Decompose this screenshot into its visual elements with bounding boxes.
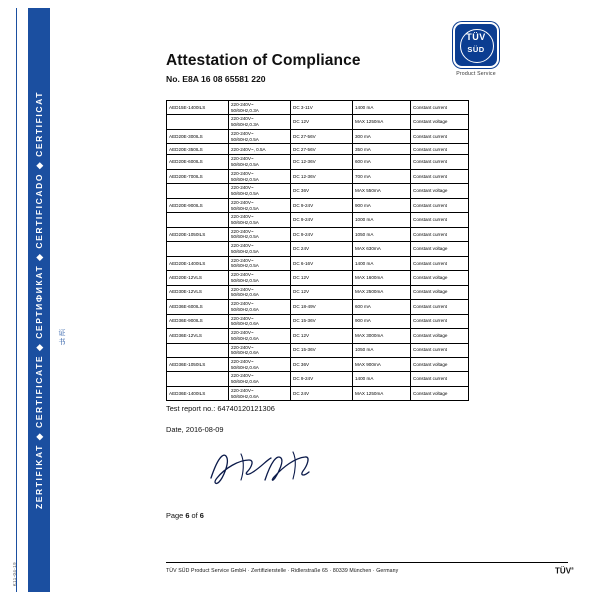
table-row (167, 213, 469, 227)
cell-output-voltage: DC 24V (291, 386, 353, 400)
table-row (167, 115, 469, 129)
cell-input-line2: 50/60Hz,0.6A (231, 350, 259, 356)
cell-input (229, 285, 291, 299)
cell-model (167, 213, 229, 227)
document-number-value: E8A 16 08 65581 220 (182, 74, 266, 84)
cell-output-voltage: DC 12V (291, 271, 353, 285)
cell-model: AED20E-1400ILS (167, 256, 229, 270)
cell-input-line1: 220-240V~ (231, 116, 254, 122)
left-border-line (16, 8, 17, 592)
footer-tuv-text: TÜV (555, 566, 572, 576)
cell-input-line1: 220-240V~ (231, 272, 254, 278)
cell-mode: Constant voltage (411, 285, 469, 299)
cell-model (167, 343, 229, 357)
signature-image (205, 448, 325, 492)
cell-model: AED20E-900ILS (167, 198, 229, 212)
cell-input (229, 329, 291, 343)
cell-output-current: 1000 mA (353, 213, 411, 227)
side-cjk-label: 证书 (58, 330, 66, 346)
cell-mode: Constant current (411, 101, 469, 115)
cell-input (229, 129, 291, 143)
table-row (167, 343, 469, 357)
cell-input-line2: 50/60Hz,0.6A (231, 364, 259, 370)
tuv-logo-bottom-text: SÜD (467, 45, 485, 54)
cell-output-current: MAX 630mA (353, 242, 411, 256)
table-row (167, 300, 469, 314)
cell-output-current: MAX 1250mA (353, 386, 411, 400)
cell-output-voltage: DC 15-36V (291, 314, 353, 328)
cell-output-current: 1400 mA (353, 372, 411, 386)
cell-input (229, 169, 291, 183)
cell-model: AED36E-900ILS (167, 314, 229, 328)
cell-input-line1: 220-240V~ (231, 344, 254, 350)
cell-output-voltage: DC 3-11V (291, 101, 353, 115)
cell-input (229, 372, 291, 386)
cell-input-line2: 50/60Hz,0.6A (231, 335, 259, 341)
cell-output-current: 1400 mA (353, 256, 411, 270)
cell-mode: Constant voltage (411, 115, 469, 129)
table-row (167, 101, 469, 115)
cell-output-current: 1050 mA (353, 343, 411, 357)
cell-output-voltage: DC 12V (291, 285, 353, 299)
cell-model: AED20E-600ILS (167, 155, 229, 169)
cell-output-voltage: DC 9-24V (291, 372, 353, 386)
footer-divider (166, 562, 568, 563)
cell-input (229, 213, 291, 227)
cell-input (229, 386, 291, 400)
issue-date: Date, 2016-08-09 (166, 425, 224, 434)
cell-output-current: 300 mA (353, 129, 411, 143)
cell-mode: Constant voltage (411, 386, 469, 400)
cell-input-line2: 50/60Hz,0.6A (231, 292, 259, 298)
cell-mode: Constant voltage (411, 242, 469, 256)
cell-input (229, 242, 291, 256)
table-row (167, 357, 469, 371)
cell-model: AED36E-12VLS (167, 329, 229, 343)
cell-output-current: 600 mA (353, 300, 411, 314)
table-row (167, 155, 469, 169)
page-number-of: of (191, 511, 198, 520)
cell-input-line2: 50/60Hz,0.5A (231, 263, 259, 269)
cell-output-current: MAX 1250mA (353, 115, 411, 129)
cell-input-line2: 50/60Hz,0.5A (231, 277, 259, 283)
cell-output-current: 900 mA (353, 314, 411, 328)
cell-input-line1: 220-240V~, 0.5A (231, 146, 266, 152)
cell-input-line1: 220-240V~ (231, 102, 254, 107)
cell-input-line2: 50/60Hz,0.5A (231, 205, 259, 211)
cell-output-voltage: DC 36V (291, 184, 353, 198)
cell-model: AED20E-1050ILS (167, 227, 229, 241)
page-number-label: Page (166, 511, 184, 520)
cell-mode: Constant voltage (411, 184, 469, 198)
specifications-table (166, 100, 469, 401)
cell-input-line2: 50/60Hz,0.6A (231, 393, 259, 399)
cell-output-voltage: DC 24V (291, 242, 353, 256)
cell-input (229, 155, 291, 169)
cell-model: AED36E-1400ILS (167, 386, 229, 400)
cell-input-line1: 220-240V~ (231, 185, 254, 191)
cell-input-line1: 220-240V~ (231, 156, 254, 162)
footer-tuv-sup: ® (571, 566, 574, 571)
certificate-side-band (28, 8, 50, 592)
cell-model: AED20E-350ILS (167, 144, 229, 155)
cell-input-line2: 50/60Hz,0.5A (231, 220, 259, 226)
cell-input (229, 184, 291, 198)
cell-input-line1: 220-240V~ (231, 286, 254, 292)
table-row (167, 329, 469, 343)
cell-mode: Constant current (411, 343, 469, 357)
table-row (167, 372, 469, 386)
cell-input (229, 343, 291, 357)
cell-input-line1: 220-240V~ (231, 228, 254, 234)
tuv-logo-top-text: TÜV (466, 32, 486, 42)
cell-mode: Constant current (411, 300, 469, 314)
cell-input-line1: 220-240V~ (231, 214, 254, 220)
cell-input (229, 300, 291, 314)
cell-mode: Constant current (411, 213, 469, 227)
cell-input (229, 227, 291, 241)
cell-input-line1: 220-240V~ (231, 315, 254, 321)
cell-output-voltage: DC 12-36V (291, 169, 353, 183)
cell-mode: Constant voltage (411, 271, 469, 285)
table-row (167, 314, 469, 328)
cell-mode: Constant current (411, 372, 469, 386)
cell-input (229, 101, 291, 115)
cell-model (167, 184, 229, 198)
cell-mode: Constant voltage (411, 329, 469, 343)
document-number (166, 74, 266, 84)
cell-output-current: 900 mA (353, 198, 411, 212)
edge-code: K11-04-19 (12, 561, 17, 586)
cell-output-current: MAX 900mA (353, 357, 411, 371)
cell-mode: Constant current (411, 314, 469, 328)
cell-output-current: 350 mA (353, 144, 411, 155)
cell-input-line1: 220-240V~ (231, 170, 254, 176)
cell-input (229, 144, 291, 155)
cell-output-voltage: DC 12V (291, 115, 353, 129)
cell-output-voltage: DC 6-16V (291, 256, 353, 270)
cell-output-current: MAX 1600mA (353, 271, 411, 285)
cell-input-line2: 50/60Hz,0.6A (231, 306, 259, 312)
cell-input-line2: 50/60Hz,0.3A (231, 122, 259, 128)
cell-mode: Constant current (411, 198, 469, 212)
cell-input (229, 198, 291, 212)
tuv-badge-icon (453, 22, 499, 68)
cell-model: AED36E-1050ILS (167, 357, 229, 371)
cell-mode: Constant current (411, 169, 469, 183)
cell-input-line1: 220-240V~ (231, 373, 254, 379)
cell-input-line2: 50/60Hz,0.6A (231, 379, 259, 385)
table-row (167, 198, 469, 212)
table-row (167, 129, 469, 143)
cell-mode: Constant voltage (411, 357, 469, 371)
table-row (167, 169, 469, 183)
cell-output-voltage: DC 12-36V (291, 155, 353, 169)
tuv-logo-caption: Product Service (456, 71, 496, 77)
page-number-total: 6 (199, 511, 204, 520)
cell-mode: Constant current (411, 227, 469, 241)
cell-output-current: 1400 mA (353, 101, 411, 115)
cell-output-voltage: DC 12V (291, 329, 353, 343)
cell-input (229, 357, 291, 371)
page-title: Attestation of Compliance (166, 52, 361, 69)
table-row (167, 285, 469, 299)
cell-input-line2: 50/60Hz,0.5A (231, 191, 259, 197)
cell-output-voltage: DC 9-24V (291, 227, 353, 241)
cell-output-current: 600 mA (353, 155, 411, 169)
test-report-number: Test report no.: 64740120121306 (166, 404, 275, 413)
cell-input (229, 271, 291, 285)
cell-input-line2: 50/60Hz,0.3A (231, 107, 259, 113)
table-row (167, 144, 469, 155)
table-row (167, 386, 469, 400)
cell-mode: Constant current (411, 144, 469, 155)
cell-output-current: MAX 2500mA (353, 285, 411, 299)
cell-output-current: MAX 3000mA (353, 329, 411, 343)
cell-input-line2: 50/60Hz,0.5A (231, 136, 259, 142)
cell-output-voltage: DC 18-49V (291, 300, 353, 314)
cell-input-line2: 50/60Hz,0.5A (231, 248, 259, 254)
cell-output-current: MAX 550mA (353, 184, 411, 198)
cell-input-line1: 220-240V~ (231, 358, 254, 364)
cell-input-line2: 50/60Hz,0.5A (231, 162, 259, 168)
cell-model: AED30E-12VLS (167, 285, 229, 299)
tuv-sud-logo (440, 22, 512, 77)
cell-input-line2: 50/60Hz,0.6A (231, 321, 259, 327)
cell-input-line1: 220-240V~ (231, 301, 254, 307)
specifications-table-wrapper (166, 100, 468, 401)
cell-input-line1: 220-240V~ (231, 257, 254, 263)
cell-mode: Constant current (411, 129, 469, 143)
footer-company-line: TÜV SÜD Product Service GmbH · Zertifizierstelle · Ridlerstraße 65 · 80339 München · Germany (166, 568, 399, 574)
cell-input (229, 115, 291, 129)
cell-output-voltage: DC 15-36V (291, 343, 353, 357)
table-row (167, 227, 469, 241)
cell-model (167, 372, 229, 386)
cell-output-voltage: DC 27-56V (291, 144, 353, 155)
page-number (166, 511, 204, 520)
specifications-table-body (167, 101, 469, 401)
cell-mode: Constant current (411, 155, 469, 169)
cell-input (229, 256, 291, 270)
table-row (167, 242, 469, 256)
cell-output-voltage: DC 36V (291, 357, 353, 371)
cell-output-voltage: DC 9-24V (291, 213, 353, 227)
cell-model: AED20E-12VLS (167, 271, 229, 285)
cell-model: AED20E-300ILS (167, 129, 229, 143)
cell-input-line1: 220-240V~ (231, 330, 254, 336)
cell-output-current: 1050 mA (353, 227, 411, 241)
cell-output-voltage: DC 27-56V (291, 129, 353, 143)
cell-input (229, 314, 291, 328)
cell-input-line1: 220-240V~ (231, 199, 254, 205)
cell-model (167, 115, 229, 129)
cell-output-voltage: DC 9-24V (291, 198, 353, 212)
cell-input-line2: 50/60Hz,0.5A (231, 176, 259, 182)
cell-input-line2: 50/60Hz,0.5A (231, 234, 259, 240)
footer-tuv-mark (555, 566, 574, 576)
cell-output-current: 700 mA (353, 169, 411, 183)
table-row (167, 184, 469, 198)
table-row (167, 256, 469, 270)
cell-input-line1: 220-240V~ (231, 130, 254, 136)
cell-model: AED15E-1400ILS (167, 101, 229, 115)
cell-input-line1: 220-240V~ (231, 243, 254, 249)
certificate-side-band-text: ZERTIFIKAT ◆ CERTIFICATE ◆ СЕРТИФИКАТ ◆ CERTIFICADO ◆ CERTIFICAT (33, 90, 44, 510)
document-number-label: No. (166, 74, 180, 84)
cell-model: AED20E-700ILS (167, 169, 229, 183)
table-row (167, 271, 469, 285)
page-number-current: 6 (185, 511, 190, 520)
cell-mode: Constant current (411, 256, 469, 270)
cell-model (167, 242, 229, 256)
cell-input-line1: 220-240V~ (231, 387, 254, 393)
cell-model: AED36E-600ILS (167, 300, 229, 314)
